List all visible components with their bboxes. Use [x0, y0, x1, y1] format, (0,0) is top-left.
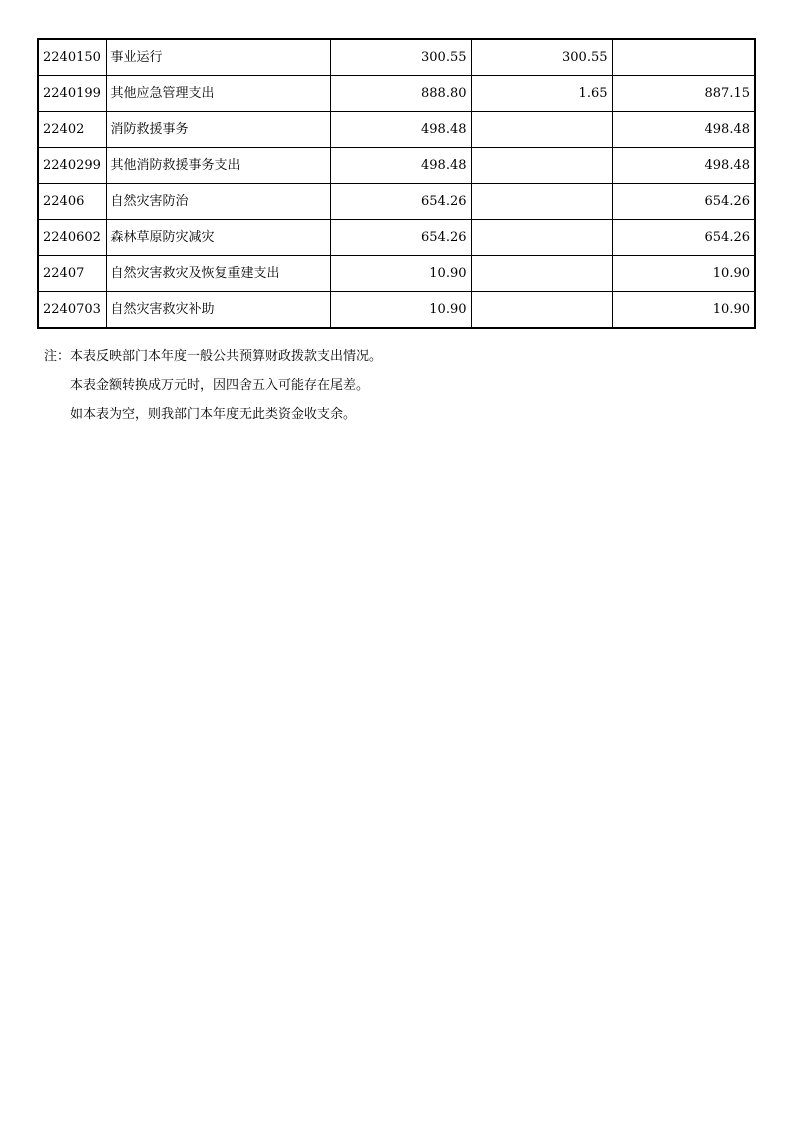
row-basic: 1.65 — [471, 76, 612, 112]
budget-expenditure-table — [37, 38, 756, 329]
row-code: 22406 — [38, 184, 106, 220]
row-basic — [471, 148, 612, 184]
note-line-3: 如本表为空，则我部门本年度无此类资金收支余。 — [70, 407, 357, 422]
row-project: 887.15 — [612, 76, 755, 112]
row-code: 2240703 — [38, 292, 106, 329]
row-project: 654.26 — [612, 220, 755, 256]
row-basic — [471, 184, 612, 220]
table-row — [38, 256, 755, 292]
table-row — [38, 184, 755, 220]
table-notes — [44, 342, 382, 429]
row-total: 654.26 — [330, 184, 471, 220]
row-project: 654.26 — [612, 184, 755, 220]
row-name: 消防救援事务 — [106, 112, 330, 148]
row-name: 森林草原防灾减灾 — [106, 220, 330, 256]
row-total: 300.55 — [330, 39, 471, 76]
table-row — [38, 148, 755, 184]
table-row — [38, 39, 755, 76]
row-name: 自然灾害救灾补助 — [106, 292, 330, 329]
row-name: 事业运行 — [106, 39, 330, 76]
row-total: 10.90 — [330, 256, 471, 292]
row-code: 2240299 — [38, 148, 106, 184]
note-line-1: 注：本表反映部门本年度一般公共预算财政拨款支出情况。 — [44, 349, 383, 364]
row-basic — [471, 220, 612, 256]
row-total: 888.80 — [330, 76, 471, 112]
table-row — [38, 220, 755, 256]
row-name: 自然灾害救灾及恢复重建支出 — [106, 256, 330, 292]
row-project: 498.48 — [612, 148, 755, 184]
table-row — [38, 112, 755, 148]
row-code: 22402 — [38, 112, 106, 148]
row-project — [612, 39, 755, 76]
row-basic — [471, 112, 612, 148]
row-total: 498.48 — [330, 148, 471, 184]
row-total: 498.48 — [330, 112, 471, 148]
row-code: 22407 — [38, 256, 106, 292]
row-basic — [471, 292, 612, 329]
row-code: 2240602 — [38, 220, 106, 256]
row-project: 10.90 — [612, 256, 755, 292]
row-total: 10.90 — [330, 292, 471, 329]
row-project: 498.48 — [612, 112, 755, 148]
row-basic — [471, 256, 612, 292]
row-total: 654.26 — [330, 220, 471, 256]
row-name: 其他应急管理支出 — [106, 76, 330, 112]
note-line-2: 本表金额转换成万元时，因四舍五入可能存在尾差。 — [70, 378, 370, 393]
row-name: 其他消防救援事务支出 — [106, 148, 330, 184]
table-row — [38, 76, 755, 112]
row-project: 10.90 — [612, 292, 755, 329]
table-row — [38, 292, 755, 329]
row-code: 2240199 — [38, 76, 106, 112]
row-name: 自然灾害防治 — [106, 184, 330, 220]
row-basic: 300.55 — [471, 39, 612, 76]
row-code: 2240150 — [38, 39, 106, 76]
